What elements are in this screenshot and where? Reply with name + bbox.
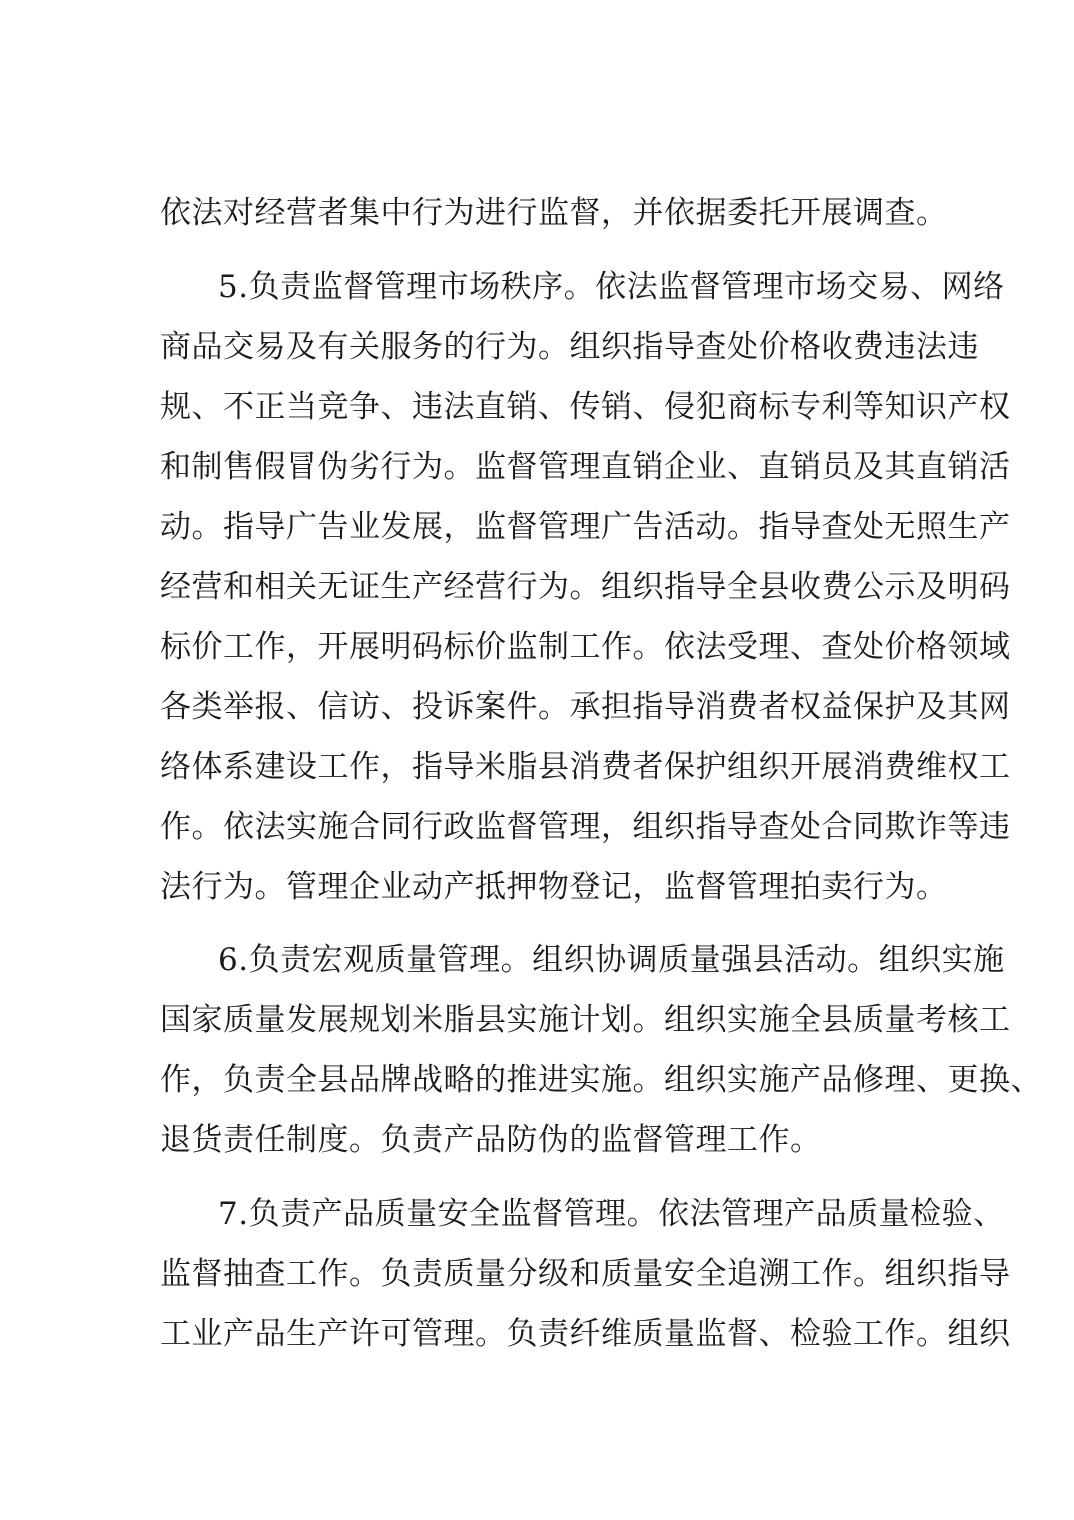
paragraph-item-7 bbox=[160, 1184, 1011, 1364]
text-line: 动。指导广告业发展，监督管理广告活动。指导查处无照生产 bbox=[160, 508, 1011, 545]
text-line: 各类举报、信访、投诉案件。承担指导消费者权益保护及其网 bbox=[160, 688, 1011, 725]
text-line: 监督抽查工作。负责质量分级和质量安全追溯工作。组织指导 bbox=[160, 1255, 1011, 1292]
text-line: 法行为。管理企业动产抵押物登记，监督管理拍卖行为。 bbox=[160, 868, 948, 905]
document-body bbox=[160, 183, 1042, 1364]
paragraph-item-5 bbox=[160, 257, 1011, 917]
paragraph-continuation bbox=[160, 183, 948, 243]
text-line: 7.负责产品质量安全监督管理。依法管理产品质量检验、 bbox=[218, 1195, 1005, 1232]
paragraph-item-6 bbox=[160, 930, 1042, 1170]
text-line: 经营和相关无证生产经营行为。组织指导全县收费公示及明码 bbox=[160, 568, 1011, 605]
text-line: 作，负责全县品牌战略的推进实施。组织实施产品修理、更换、 bbox=[160, 1062, 1042, 1098]
text-line: 标价工作，开展明码标价监制工作。依法受理、查处价格领域 bbox=[160, 628, 1011, 665]
text-line: 络体系建设工作，指导米脂县消费者保护组织开展消费维权工 bbox=[160, 748, 1011, 785]
text-line: 作。依法实施合同行政监督管理，组织指导查处合同欺诈等违 bbox=[160, 808, 1011, 845]
text-line: 国家质量发展规划米脂县实施计划。组织实施全县质量考核工 bbox=[160, 1002, 1011, 1038]
text-line: 和制售假冒伪劣行为。监督管理直销企业、直销员及其直销活 bbox=[160, 448, 1011, 485]
text-line: 商品交易及有关服务的行为。组织指导查处价格收费违法违 bbox=[160, 328, 979, 365]
text-line: 工业产品生产许可管理。负责纤维质量监督、检验工作。组织 bbox=[160, 1315, 1011, 1352]
text-line: 5.负责监督管理市场秩序。依法监督管理市场交易、网络 bbox=[218, 268, 1005, 305]
text-line: 规、不正当竞争、违法直销、传销、侵犯商标专利等知识产权 bbox=[160, 388, 1011, 425]
text-line: 依法对经营者集中行为进行监督，并依据委托开展调查。 bbox=[160, 195, 948, 231]
text-line: 退货责任制度。负责产品防伪的监督管理工作。 bbox=[160, 1122, 822, 1158]
text-line: 6.负责宏观质量管理。组织协调质量强县活动。组织实施 bbox=[218, 942, 1005, 978]
